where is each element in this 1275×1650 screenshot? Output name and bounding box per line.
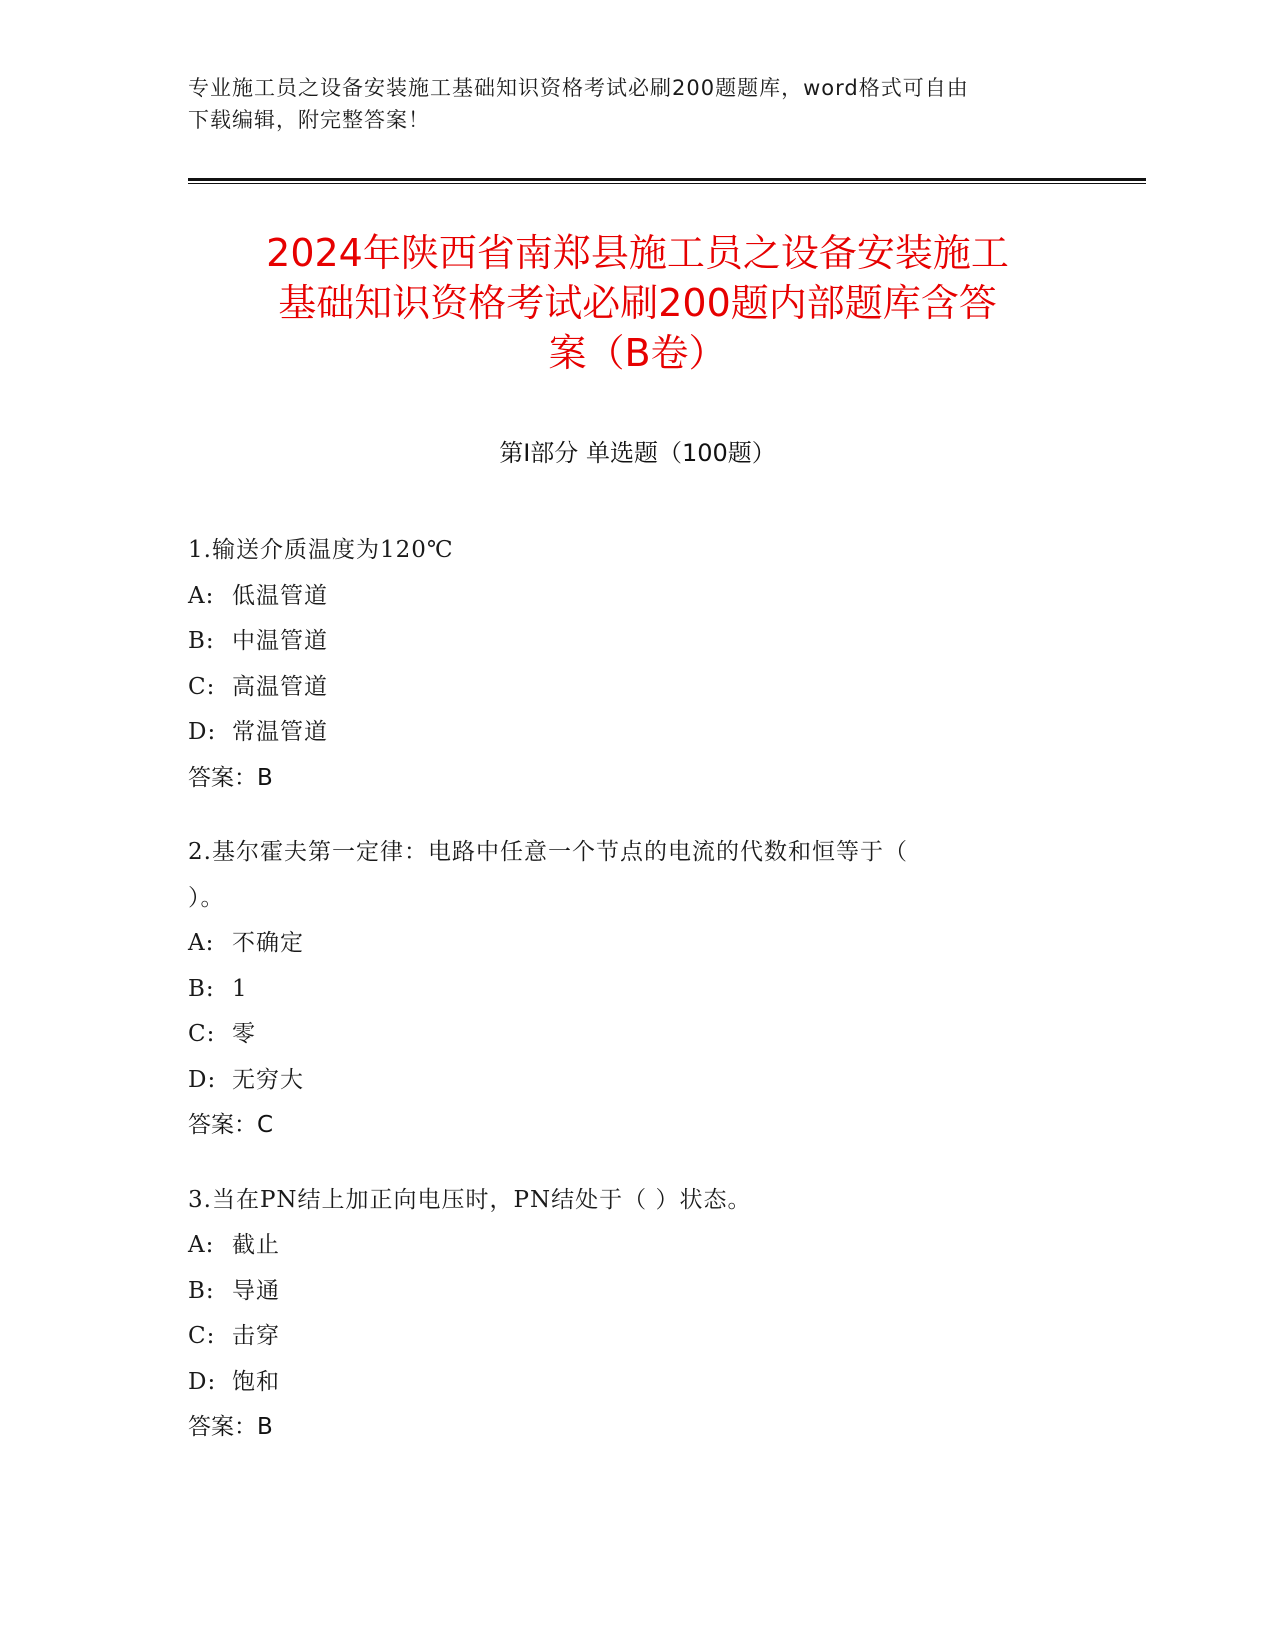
option-b [188,967,1088,1013]
document-title [150,228,1125,378]
header-note-line: 下载编辑，附完整答案！ [188,108,430,132]
answer-line: 答案：B [188,764,273,791]
question-stem [188,528,1088,574]
option-key: C: [188,1021,216,1047]
document-title-line: 2024年陕西省南郑县施工员之设备安装施工 [266,231,1009,275]
option-key: B: [188,628,215,654]
option-text: 不确定 [232,930,304,956]
option-key: A: [188,582,215,609]
option-a [188,574,1088,620]
option-d [188,1058,1088,1104]
question-stem-line: 1.输送介质温度为120℃ [188,537,454,563]
question-item [188,830,1088,1149]
option-text: 导通 [232,1277,280,1304]
answer-line: 答案：B [188,1414,273,1440]
option-c [188,1314,1088,1360]
option-key: C: [188,673,216,700]
header-divider-thin [188,183,1146,184]
option-text: 击穿 [232,1323,280,1349]
option-key: D: [188,719,217,745]
option-c [188,1012,1088,1058]
option-text: 饱和 [232,1368,280,1395]
option-text: 无穷大 [232,1066,304,1093]
option-key: B: [188,1277,215,1304]
option-key: A: [188,1232,215,1258]
question-stem-line: 3.当在PN结上加正向电压时，PN结处于（ ）状态。 [188,1186,752,1213]
header-note-line: 专业施工员之设备安装施工基础知识资格考试必刷200题题库，word格式可自由 [188,76,969,100]
option-text: 截止 [232,1232,280,1258]
document-title-line: 基础知识资格考试必刷200题内部题库含答 [278,281,997,325]
option-text: 1 [232,975,248,1002]
document-title-line: 案（B卷） [548,331,727,375]
option-key: D: [188,1368,217,1395]
question-stem-line: 2.基尔霍夫第一定律：电路中任意一个节点的电流的代数和恒等于（ [188,839,908,865]
question-item [188,1178,1088,1451]
question-list [188,528,1088,1480]
option-key: A: [188,930,215,956]
question-stem-line: ）。 [188,884,225,911]
option-text: 低温管道 [232,582,328,609]
header-divider-thick [188,178,1146,181]
answer-line: 答案：C [188,1112,274,1138]
question-stem [188,830,1088,921]
question-stem [188,1178,1088,1224]
option-a [188,921,1088,967]
option-key: D: [188,1066,217,1093]
option-c [188,665,1088,711]
header-note [188,72,1088,136]
option-d [188,1360,1088,1406]
section-title: 第I部分 单选题（100题） [499,439,776,467]
option-b [188,1269,1088,1315]
option-text: 高温管道 [232,673,328,700]
option-text: 常温管道 [232,719,328,745]
option-text: 零 [232,1021,256,1047]
option-text: 中温管道 [232,628,328,654]
option-b [188,619,1088,665]
question-item [188,528,1088,801]
option-key: B: [188,975,215,1002]
option-key: C: [188,1323,216,1349]
option-a [188,1223,1088,1269]
option-d [188,710,1088,756]
